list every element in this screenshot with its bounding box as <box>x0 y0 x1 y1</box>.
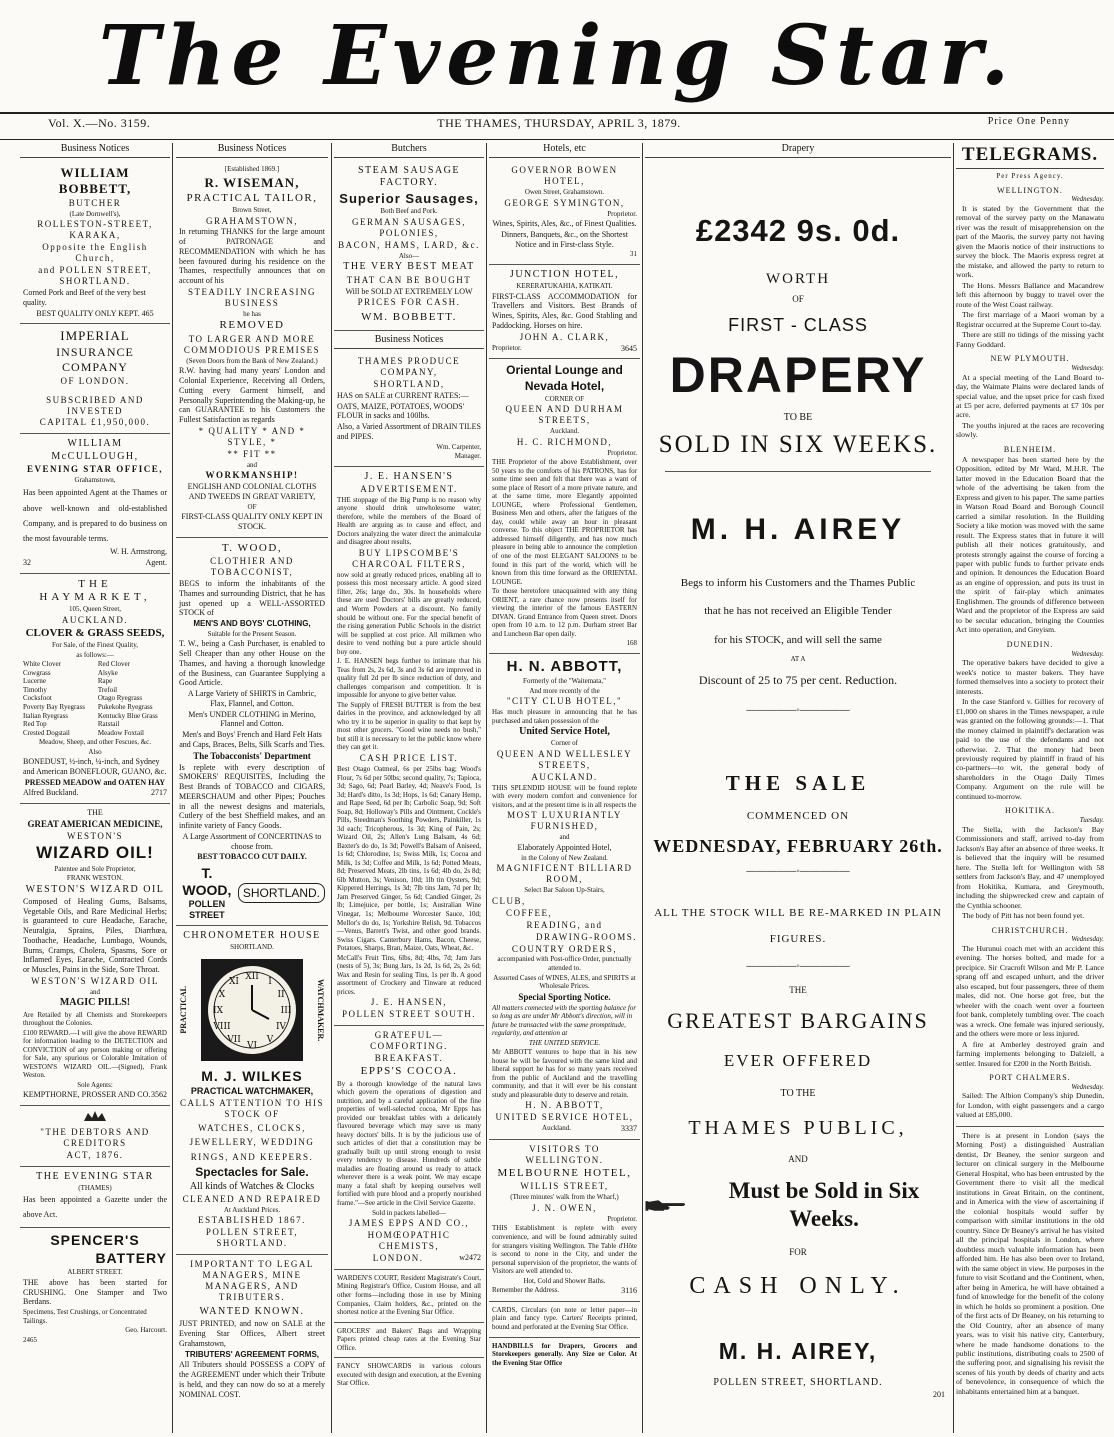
telegrams-title: TELEGRAMS. <box>956 143 1104 169</box>
ad-epps-cocoa: GRATEFUL—COMFORTING. BREAKFAST. EPPS'S COCOA. By a thorough knowledge of the natural laws which govern the operations of digestion and nutrition, and by a careful application of the fine properties of well-selected cocoa, Mr Epps has provided our breakfast tables with a delicately flavoured beverage which may save us many heavy doctors' bills. It is by the judicious use of such articles of diet that a constitution may be gradually built up until strong enough to resist every tendency to disease. Hundreds of subtle maladies are floating around us ready to attack wherever there is a weak point. We may escape many a fatal shaft by keeping ourselves well fortified with pure blood and a properly nourished frame."—See article in the Civil Service Gazette. Sold in packets labelled— JAMES EPPS AND CO., HOMŒOPATHIC CHEMISTS, LONDON. w2472 <box>334 1026 484 1270</box>
column-butchers <box>334 143 484 1433</box>
telegram-day: Wednesday. <box>1071 364 1104 372</box>
telegram-paragraph: It is stated by the Government that the removal of the survey party on the Manawatu river was the result of misapprehension on the part of the Maoris, the survey party not having given the Maoris notice of their instructions to survey the block. The Maoris express regret at the mistake, and allowed the party to return to work. <box>956 203 1104 280</box>
telegram-body <box>956 1091 1104 1119</box>
the-sale-heading: THE SALE <box>725 770 871 795</box>
telegram-place: BLENHEIM. <box>1003 444 1057 454</box>
sold-in-six-weeks: SOLD IN SIX WEEKS. <box>658 431 938 459</box>
svg-text:III: III <box>280 1005 292 1016</box>
ad-wood-clothier: T. WOOD, CLOTHIER AND TOBACCONIST, BEGS to inform the inhabitants of the Thames and surrounding District, that he has just opened up a WELL-ASSORTED STOCK of MEN'S AND BOYS' CLOTHING, Suitable for the Present Season. T. W., being a Cash Purchaser, is enabled to Sell Cheaper than any other House on the Thames, and having a thorough knowledge of the Business, can Guarantee Supplying a Good Article. A Large Variety of SHIRTS in Cambric, Flax, Flannel, and Cotton. Men's UNDER CLOTHING in Merino, Flannel and Cotton. Men's and Boys' French and Hard Felt Hats and Caps, Braces, Belts, Silk Scarfs and Ties. The Tobacconists' Department Is replete with every description of SMOKERS' REQUISITES, Including the Best Brands of TOBACCO and CIGARS, MEERSCHAUM and other Pipes; Pouches in all the newest designs and materials, Cutlery of the best Sheffield makes, and an infinite variety of Fancy Goods. A Large Assortment of CONCERTINAS to choose from. BEST TOBACCO CUT DAILY. T. WOOD, POLLEN STREET SHORTLAND. <box>176 538 328 926</box>
ad-thames-produce: THAMES PRODUCE COMPANY, SHORTLAND, HAS on SALE at CURRENT RATES:— OATS, MAIZE, POTATOES, WOODS' FLOUR in sacks and 100lbs. Also, a Varied Assortment of DRAIN TILES and PIPES. Wm. Carpenter, Manager. <box>334 352 484 467</box>
section-header: Business Notices <box>20 143 170 158</box>
telegram-place: NEW PLYMOUTH. <box>990 354 1070 364</box>
telegram-paragraph: A newspaper has been started here by the Opposition, edited by Mr Ward, M.H.R. The latter moved in the Education Board that the whole of the advertising be taken from the Express and given to his paper. The same parties in Watson Road Board and Borough Council carried a similar resolution. In the Building Society a like motion was moved with the same result. The Express states that in future it will publish all their notices gratuitously, and protests strongly against the course of forcing a paper with public funds to further private ends and opinion. It denounces the Education Board as an engine of oppression, and puts its trust in the spirit of fair-play which animates Englishmen. The grounds of difference between Ward and the proprietor of the Express are said to be secular education, bringing the Counties Act into operation, and Greyism. <box>956 454 1104 635</box>
airey-signature: M. H. AIREY, <box>718 1338 878 1365</box>
discount-line: Discount of 25 to 75 per cent. Reduction. <box>698 673 898 688</box>
must-be-sold: Must be Sold in Six Weeks. <box>645 1177 951 1233</box>
telegram-day: Wednesday. <box>1071 935 1104 944</box>
sale-amount: £2342 9s. 0d. <box>695 213 901 249</box>
ad-mccullough: WILLIAM McCULLOUGH, EVENING STAR OFFICE, Grahamstown, Has been appointed Agent at the Thames or above well-known and old-established Company, and is prepared to do business on the most favourable terms. W. H. Armstrong, 32 Agent. <box>20 434 170 573</box>
first-class-label: FIRST - CLASS <box>728 315 868 336</box>
svg-text:II: II <box>277 989 285 1000</box>
ad-hansen-advertisement: J. E. HANSEN'S ADVERTISEMENT. THE stoppage of the Big Pump is no reason why anyone should drink unwholesome water; therefore, while the members of the Board of Health are arguing as to cause and effect, and Doctors analyzing the water direct the animalculæ and disagree about results, BUY LIPSCOMBE'S CHARCOAL FILTERS, now sold at greatly reduced prices, enabling all to possess this most necessary article. A good sized filter, 26s; large do., 30s. In households where these are used Doctors' bills are greatly reduced, and Worm Powders at a discount. No family should be without one. For the special benefit of the rising generation Public Schools in the district will be supplied at cost price. All milkmen who desire to vend nothing but a pure article should buy one. J. E. HANSEN begs further to intimate that his Teas from 2s, 2s 6d, 3s and 3s 6d are improved in quality full 2d per lb since reduction of duty, and challenges comparison and competition. It is impossible for anyone to give better value. The Supply of FRESH BUTTER is from the best dairies in the province, and acknowledged by all who try it to be superior in quality to that kept by most other grocers. "Good wine needs no bush," but still it is necessary to let the public know where they can get it. CASH PRICE LIST. Best Otago Oatmeal, 6s per 25lbs bag; Wood's Flour, 7s 6d per 50lbs; second quality, 7s; Tapioca, 3d; Sago, 6d; Pearl Barley, 4d; Neave's Food, 1s 3d; Hard's ditto, 1s 3d; Hops, 1s 6d; Canary Hemp, and Rape Seed, 6d per lb; Carbolic Soap, 9d; Soft Soap, 8d; Holloway's Pills and Ointment, Cockle's Pills, Steedman's Soothing Powders, Painkiller, 1s 3d each; Tricopherous, 1s 3d; King of Pain, 2s; Wizard Oil, 2s; Allen's Lung Balsam, 4s 6d; Baxter's do do, 1s 3d; Powell's Balsam of Aniseed, 1s 6d; Chlorodine, 1s; Swiss Milk, 1s; Cocoa and Milk, 1s 3d; Coffee and Milk, 1s 6d; Potted Meats, 8d; Preserved Meats, 2lb tins, 1s 6d; 4lb do, 2s 8d; 6lb Mutton, 3s; Venison, 10d; 1lb tin Oysters, 9d; Kippered Herrings, 1s 3d; 7lb tins Jam, 7d per lb; Jam Preserved Ginger, 5s 6d; Candied Ginger, 2s lb; Limejuice, per bottle, 1s; Australian Wine Vinegar, 1s; Melbourne Worcester Sauce, 10d; Mellor's do do, 1s; Yorkshire Relish, 9d. Tobaccos—Venus, Barrett's Twist, and other good brands. Swiss Cigars. Canterbury Hams, Bacon, Cheese, Potatoes, Sharps, Bran, Maize, Oats, Wheat, &c. McCall's Fruit Tins, 6lbs, 8d; 4lbs, 7d; Jam Jars (nests of 5), 3s; Bung Jars, 1s 2d, 1s 6d, 2s, 2s 6d; Wax and Resin for sealing Tins, 1s per lb. A good assortment of Crockery and Tinware at reduced prices. J. E. HANSEN, POLLEN STREET SOUTH. <box>334 467 484 1027</box>
dateline <box>48 116 1070 136</box>
telegram-place: PORT CHALMERS. <box>989 1073 1071 1083</box>
telegram-body <box>956 455 1104 635</box>
svg-text:I: I <box>268 976 272 987</box>
svg-text:VI: VI <box>246 1040 258 1051</box>
svg-text:VIII: VIII <box>213 1021 231 1032</box>
telegram-paragraph: The Hurunui coach met with an accident this evening. The horses bolted, and made for a precipice. Sir Cracroft Wilson and Mr P. Lance sprang off and escaped unhurt, and the driver also escaped, but four passengers, three of them males, did not. One horse got free, but the wheeler with the coach went over a fourteen foot bank, completely tumbling over. The coach was a wreck. One female was injured seriously, and the others were more or less injured. <box>956 943 1104 1039</box>
telegram-day: Wednesday. <box>1071 195 1104 204</box>
ad-tributers-forms: IMPORTANT TO LEGAL MANAGERS, MINE MANAGERS, AND TRIBUTERS. WANTED KNOWN. JUST PRINTED, and now on SALE at the Evening Star Offices, Albert street Grahamstown, TRIBUTERS' AGREEMENT FORMS, All Tributers should POSSESS a COPY of the AGREEMENT under which their Tribute is held, and they can now do so at a merely NOMINAL COST. <box>179 1259 325 1399</box>
svg-text:XI: XI <box>229 976 239 987</box>
svg-text:V: V <box>266 1034 274 1045</box>
pointing-hand-icon <box>645 1196 689 1214</box>
ad-governor-bowen-hotel: GOVERNOR BOWEN HOTEL, Owen Street, Grahamstown. GEORGE SYMINGTON, Proprietor. Wines, Spirits, Ales, &c., of Finest Qualities. Dinners, Banquets, &c., on the Shortest Notice and in First-class Style. 31 <box>489 161 640 265</box>
telegram-item <box>956 926 1104 1069</box>
ad-wilkes-watchmaker: CHRONOMETER HOUSE SHORTLAND. PRACTICAL XII I II III IV V VI VII VIII IX X XI WATCHMAKER. M. J. WILKES PRACTICAL WATCHMAKER, CALLS ATTENTION TO HIS STOCK OF WATCHES, CLOCKS, JEWELLERY, WEDDING RINGS, AND KEEPERS. Spectacles for Sale. All kinds of Watches & Clocks CLEANED AND REPAIRED At Auckland Prices. ESTABLISHED 1867. POLLEN STREET, SHORTLAND. <box>176 926 328 1255</box>
dateline-rule <box>0 139 1114 140</box>
telegram-place: WELLINGTON. <box>997 185 1063 195</box>
telegram-paragraph: The body of Pitt has not been found yet. <box>962 911 1085 921</box>
telegram-paragraph: A fire at Amberley destroyed grain and farming implements belonging to Dalziell, a settler. Insured for £200 in the North British. <box>956 1039 1104 1068</box>
column-divider <box>486 143 487 1433</box>
ad-grocers-bags: GROCERS' and Bakers' Bags and Wrapping Papers printed cheap rates at the Evening Star Office. <box>334 1323 484 1359</box>
telegram-item <box>956 1126 1104 1397</box>
ornament-divider: —————◦————— <box>746 704 850 716</box>
seed-list: White Clover Cowgrass Lucerne Timothy Cocksfoot Poverty Bay Ryegrass Italian Ryegrass Red Top Crested Dogstail Red Clover Alsyke Rape Trefoil Otago Ryegrass Pukekohe Ryegrass Kentucky Blue Grass Ratstail Meadow Foxtail <box>23 660 158 737</box>
royal-arms-icon <box>80 1109 110 1123</box>
issue-price: Price One Penny <box>987 116 1070 127</box>
telegram-day: Wednesday. <box>1071 649 1104 658</box>
section-header: Hotels, etc <box>489 143 640 158</box>
ad-wiseman-tailor: [Established 1869.] R. WISEMAN, PRACTICAL TAILOR, Brown Street, GRAHAMSTOWN, In returning THANKS for the large amount of PATRONAGE and RECOMMENDATION with which he has been favoured during his residence on the Thames, respectfully announces that on account of his STEADILY INCREASING BUSINESS he has REMOVED TO LARGER AND MORE COMMODIOUS PREMISES (Seven Doors from the Bank of New Zealand.) R.W. having had many years' London and Colonial Experience, Receiving all Orders, Cutting every Garment himself, and Personally Superintending the Making-up, he can GUARANTEE to his Customers the Fullest Satisfaction as regards * QUALITY * AND * STYLE, * ** FIT ** and WORKMANSHIP! ENGLISH AND COLONIAL CLOTHS AND TWEEDS IN GREAT VARIETY, OF FIRST-CLASS QUALITY ONLY KEPT IN STOCK. <box>176 161 328 538</box>
column-drapery: Drapery £2342 9s. 0d. WORTH OF FIRST - CLASS DRAPERY TO BE SOLD IN SIX WEEKS. M. H. AIREY Begs to inform his Customers and the Thames Public that he has not received an Eligible Tender for his STOCK, and will sell the same AT A Discount of 25 to 75 per cent. Reduction. —————◦————— THE SALE COMMENCED ON WEDNESDAY, FEBRUARY 26th. —————◦————— ALL THE STOCK WILL BE RE-MARKED IN PLAIN FIGURES. —————◦————— THE GREATEST BARGAINS EVER OFFERED TO THE THAMES PUBLIC, AND Must be Sold in Six Weeks. FOR CASH ONLY. M. H. AIREY, POLLEN STREET, SHORTLAND. 201 <box>645 143 951 1433</box>
column-telegrams <box>956 143 1104 1433</box>
telegram-paragraph: The Stella, with the Jackson's Bay Commissioners and staff, arrived to-day from Jackson's Bay after an absence of three weeks. It is believed that the inquiry will be resumed here. The Stella left for Wellington with 58 settlers from Jackson's Bay, and 47 unemployed from Hokitika, Kumara, and Greymouth, including the shipwrecked crew and captain of the Cynthia schooner. <box>956 824 1104 910</box>
worth-label: WORTH <box>765 271 831 287</box>
column-divider <box>642 143 643 1433</box>
ornament-divider: —————◦————— <box>746 865 850 877</box>
telegram-day: Wednesday. <box>1071 1082 1104 1091</box>
issue-date: THE THAMES, THURSDAY, APRIL 3, 1879. <box>437 116 681 130</box>
telegram-paragraph: There are still no tidings of the missing yacht Fanny Goddard. <box>956 330 1104 349</box>
greatest-bargains: GREATEST BARGAINS <box>667 1007 929 1033</box>
newspaper-title: The Evening Star. <box>98 8 1016 104</box>
drapery-headline: DRAPERY <box>669 347 927 404</box>
ad-handbills: HANDBILLS for Drapers, Grocers and Storekeepers generally. Any Size or Color. At the Evening Star Office <box>492 1341 637 1367</box>
svg-text:VII: VII <box>227 1034 241 1045</box>
telegram-paragraph: There is at present in London (says the Morning Post) a distinguished Australian dentist, Dr Beaney, the senior surgeon and lecturer on clinical surgery in the Melbourne General Hospital, who has been entrusted by the Government there to visit all the medical institutions in Great Britain, on the continent, and in America with the view of ascertaining if the colonial hospitals would suffer by comparison with similar institutions in the old country. Since Dr Beaney's arrival he has visited all the principal hospitals in London, where doubtless much valuable information has been afforded him. He has also been over to Ireland, with the same object in view. He purposes in the future to visit Scotland and the Continent, when, after being in America, he will have obtained a fund of knowledge for the benefit of the colony in which he holds so prominent a position. One of the first acts of Dr Beaney, on his returning to the Old Country, after an absence of many years, was to visit his native city, Canterbury, where he made handsome donations to the public institutions, distributing coals to 2500 of the suffering poor, and signalising his revisit the scenes of his youth by deeds of charity and acts of benevolence, in consequence of which the inhabitants entertained him at a banquet. <box>956 1130 1104 1396</box>
remark-notice: ALL THE STOCK WILL BE RE-MARKED IN PLAIN FIGURES. <box>654 907 942 946</box>
masthead <box>0 0 1114 112</box>
telegram-place: DUNEDIN. <box>1006 639 1054 649</box>
ad-junction-hotel: JUNCTION HOTEL, KERERATUKAHIA, KATIKATI. FIRST-CLASS ACCOMMODATION for Travellers and Visitors. Best Brands of Wines, Spirits, Ales, &c. Good Stabling and Paddocking. Horses on hire. JOHN A. CLARK, Proprietor. 3645 <box>489 265 640 359</box>
telegram-place: CHRISTCHURCH. <box>991 925 1069 935</box>
ad-melbourne-hotel: VISITORS TO WELLINGTON. MELBOURNE HOTEL, WILLIS STREET, (Three minutes' walk from the Wharf,) J. N. OWEN, Proprietor. THIS Establishment is replete with every convenience, and will be found admirably suited for strangers visiting Wellington. The Table d'Hôte is second to none in the City, and under the personal supervision of the proprietor, the wants of Visitors are well attended to. Hot, Cold and Shower Baths. Remember the Address. 3116 <box>489 1140 640 1302</box>
ad-cards-circulars: CARDS, Circulars (on note or letter paper—in plain and fancy type. Carters' Receipts printed, bound and perforated at the Evening Star Office. <box>489 1302 640 1338</box>
ad-debtors-act: "THE DEBTORS AND CREDITORS ACT, 1876. <box>20 1106 170 1167</box>
ad-evening-star-gazette: THE EVENING STAR (THAMES) Has been appointed a Gazette under the above Act. <box>20 1167 170 1229</box>
sale-date: WEDNESDAY, FEBRUARY 26th. <box>653 835 943 856</box>
telegram-paragraph: The first marriage of a Maori woman by a Registrar occurred at the Supreme Court to-day. <box>956 310 1104 329</box>
telegram-item <box>956 1073 1104 1120</box>
telegram-body <box>956 373 1104 440</box>
svg-text:X: X <box>218 989 226 1000</box>
telegram-item <box>956 806 1104 920</box>
ad-fancy-showcards: FANCY SHOWCARDS in various colours executed with design and execution, at the Evening Star Office. <box>337 1362 481 1388</box>
telegram-item <box>956 186 1104 350</box>
telegram-paragraph: The Hons. Messrs Ballance and Macandrew left this afternoon by buggy to travel over the route of the West Coast railway. <box>956 280 1104 309</box>
ad-haymarket-seeds: THE HAYMARKET, 105, Queen Street, AUCKLAND. CLOVER & GRASS SEEDS, For Sale, of the Finest Quality, as follows:— White Clover Cowgrass Lucerne Timothy Cocksfoot Poverty Bay Ryegrass Italian Ryegrass Red Top Crested Dogstail Red Clover Alsyke Rape Trefoil Otago Ryegrass Pukekohe Ryegrass Kentucky Blue Grass Ratstail Meadow Foxtail Meadow, Sheep, and other Fescues, &c. Also BONEDUST, ½-inch, ¼-inch, and Sydney and American BONEFLOUR, GUANO, &c. PRESSED MEADOW and OATEN HAY Alfred Buckland. 2717 <box>20 574 170 805</box>
ad-imperial-insurance: IMPERIAL INSURANCE COMPANY OF LONDON. SUBSCRIBED AND INVESTED CAPITAL £1,950,000. <box>20 324 170 434</box>
ad-steam-sausage: STEAM SAUSAGE FACTORY. Superior Sausages, Both Beef and Pork. GERMAN SAUSAGES, POLONIES, BACON, HAMS, LARD, &c. Also— THE VERY BEST MEAT THAT CAN BE BOUGHT Will be SOLD AT EXTREMELY LOW PRICES FOR CASH. WM. BOBBETT. <box>334 161 484 330</box>
telegram-place: HOKITIKA. <box>1004 806 1056 816</box>
telegram-body <box>956 1126 1104 1397</box>
telegram-item <box>956 445 1104 635</box>
svg-text:IX: IX <box>213 1005 223 1016</box>
ad-number: 201 <box>933 1389 945 1399</box>
ornament-divider: —————◦————— <box>746 960 850 972</box>
column-divider <box>331 143 332 1433</box>
ad-bobbett: WILLIAM BOBBETT, BUTCHER (Late Dornwell's), ROLLESTON-STREET, KARAKA, Opposite the English Church, and POLLEN STREET, SHORTLAND. Corned Pork and Beef of the very best quality. BEST QUALITY ONLY KEPT. 465 <box>20 161 170 324</box>
airey-address: POLLEN STREET, SHORTLAND. <box>713 1377 883 1389</box>
masthead-rule <box>0 112 1114 114</box>
section-header: Business Notices <box>176 143 328 158</box>
commenced-label: COMMENCED ON <box>746 810 850 823</box>
column-hotels <box>489 143 640 1433</box>
airey-name: M. H. AIREY <box>690 512 906 546</box>
telegram-item <box>956 640 1104 802</box>
cash-only: CASH ONLY. <box>689 1273 907 1300</box>
telegram-paragraph: Sailed: The Albion Company's ship Dunedin, for London, with eight passengers and a cargo valued at £85,000. <box>956 1091 1104 1120</box>
section-header: Butchers <box>334 143 484 158</box>
ad-abbott-united-service-hotel: H. N. ABBOTT, Formerly of the "Waitemata," And more recently of the "CITY CLUB HOTEL," Has much pleasure in announcing that he has purchased and taken possession of the United Service Hotel, Corner of QUEEN AND WELLESLEY STREETS, AUCKLAND. THIS SPLENDID HOUSE will be found replete with every modern comfort and convenience for visitors, and at the present time is in all respects the MOST LUXURIANTLY FURNISHED, and Elaborately Appointed Hotel, in the Colony of New Zealand. MAGNIFICENT BILLIARD ROOM, Select Bar Saloon Up-Stairs, CLUB, COFFEE, READING, and DRAWING-ROOMS. COUNTRY ORDERS, accompanied with Post-office Order, punctually attended to. Assorted Cases of WINES, ALES, and SPIRITS at Wholesale Prices. Special Sporting Notice. All matters connected with the sporting balance for so long as are under Mr Abbott's direction, will in future be transacted with the same promptitude, regularity, and attention at THE UNITED SERVICE. Mr ABBOTT ventures to hope that in his new house he will be favoured with the same kind and liberal support he has for so many years received from the public of Auckland and the travelling community, and that it will ever be his constant study and pleasurable duty to deserve and retain. H. N. ABBOTT, UNITED SERVICE HOTEL, Auckland. 3337 <box>489 654 640 1140</box>
wood-logo: T. WOOD, POLLEN STREET SHORTLAND. <box>179 865 325 921</box>
ad-spencers-battery: SPENCER'S BATTERY ALBERT STREET. THE above has been started for CRUSHING. One Stamper and Two Berdans. Specimens, Test Crushings, or Concentrated Tailings. Geo. Harcourt. 2465 <box>23 1232 167 1344</box>
announcement-text: Begs to inform his Customers and the Thames Public that he has not received an Eligible Tender for his STOCK, and will sell the same AT A Discount of 25 to 75 per cent. Reduction. <box>645 569 951 697</box>
section-header: Business Notices <box>334 334 484 349</box>
telegram-paragraph: The youths injured at the races are recovering slowly. <box>956 420 1104 440</box>
telegram-paragraph: At a special meeting of the Land Board to-day, the Waimate Plains were declared lands of special value, and the upset price for cash fixed at £5 per acre, deferred payments at £7 10s per acre. <box>956 372 1104 420</box>
telegram-day: Tuesday. <box>1079 816 1104 825</box>
clock-icon <box>199 957 305 1063</box>
divider <box>665 471 931 472</box>
telegram-paragraph: The operative bakers have decided to give a week's notice to master bakers. They have formed themselves into a society to protect their interests. <box>956 658 1104 696</box>
ever-offered: EVER OFFERED <box>723 1050 873 1070</box>
svg-text:IV: IV <box>275 1021 287 1032</box>
thames-public: THAMES PUBLIC, <box>688 1116 908 1139</box>
ad-weston-wizard-oil: THE GREAT AMERICAN MEDICINE, WESTON'S WIZARD OIL! Patentee and Sole Proprietor, FRANK WESTON. WESTON'S WIZARD OIL Composed of Healing Gums, Balsams, Vegetable Oils, and Rare Medicinal Herbs; is guaranteed to cure Headache, Earache, Neuralgia, Sprains, Piles, Diarrhœa, Toothache, Headache, Lumbago, Wounds, Burns, Cramps, Cholera, Spasms, Sore or Inflamed Eyes, Earache, Contracted Cords or Muscles, Pains in the Side, Sore Throat. WESTON'S WIZARD OIL and MAGIC PILLS! Are Retailed by all Chemists and Storekeepers throughout the Colonies. £100 REWARD.—I will give the above REWARD for information leading to the DETECTION and CONVICTION of any person making or offering for Sale, any spurious or Colorable Imitation of WESTON'S WIZARD OIL.—(Signed), Frank Weston. Sole Agents: KEMPTHORNE, PROSSER AND CO. 3562 <box>20 804 170 1106</box>
ad-oriental-lounge: Oriental Lounge and Nevada Hotel, CORNER OF QUEEN AND DURHAM STREETS, Auckland. H. C. RICHMOND, Proprietor. THE Proprietor of the above Establishment, over 50 years to the comforts of his PATRONS, has for some time seen and felt that there was a want of some place of Resort of a more private nature, and at the same time, more Elegantly appointed LOUNGE, where Professional Gentlemen, Business Men and others, after the fatigues of the day, could while away an hour in pleasant converse. To this object THE PROPRIETOR has addressed himself diligently, and has now much pleasure in being able to announce the completion of one of the most ELEGANT SALOONS to be found in this part of the world, which will be known from this time forward as the ORIENTAL LOUNGE. To those heretofore unacquainted with any thing ORIENT, a rare chance now presents itself for viewing the interior of the famous EASTERN DIVAN. Grand Entrance from Queen street. Doors open from 10 a.m. to 12 p.m. Durham street Bar and Luncheon Bar open daily. 168 <box>489 359 640 653</box>
volume-number: Vol. X.—No. 3159. <box>48 116 151 130</box>
telegram-body <box>956 204 1104 349</box>
telegram-body <box>956 658 1104 801</box>
ad-warden-forms: WARDEN'S COURT, Resident Magistrate's Court, Mining Registrar's Office, Custom House, and all other forms—including those in use by Mining Companies, Claim holders, &c., printed on the shortest notice at the Evening Star Office. <box>334 1270 484 1323</box>
telegram-list <box>956 186 1104 1397</box>
press-agency-label: Per Press Agency. <box>996 172 1064 181</box>
of-label: OF <box>792 294 804 305</box>
telegram-paragraph: In the case Stanford v. Gillies for recovery of £1,000 on shares in the Times newspaper, a rule was granted on the following grounds:—1. That the money claimed in plaintiff's declaration was paid to the use of the defendants and not otherwise. 2. That the money had been previously required by plaintiff in fraud of his co-partners—to wit, the general body of shareholders in the Otago Daily Times Company. Argument on the rule will be continued to-morrow. <box>956 697 1104 801</box>
column-divider <box>953 143 954 1433</box>
telegram-body <box>956 944 1104 1068</box>
telegram-body <box>956 825 1104 921</box>
column-divider <box>172 143 173 1433</box>
column-business-notices-2 <box>176 143 328 1433</box>
section-header: Drapery <box>645 143 951 158</box>
telegram-item <box>956 354 1104 440</box>
to-be-label: TO BE <box>783 412 813 424</box>
svg-text:XII: XII <box>245 971 259 982</box>
column-business-notices-1 <box>20 143 170 1433</box>
